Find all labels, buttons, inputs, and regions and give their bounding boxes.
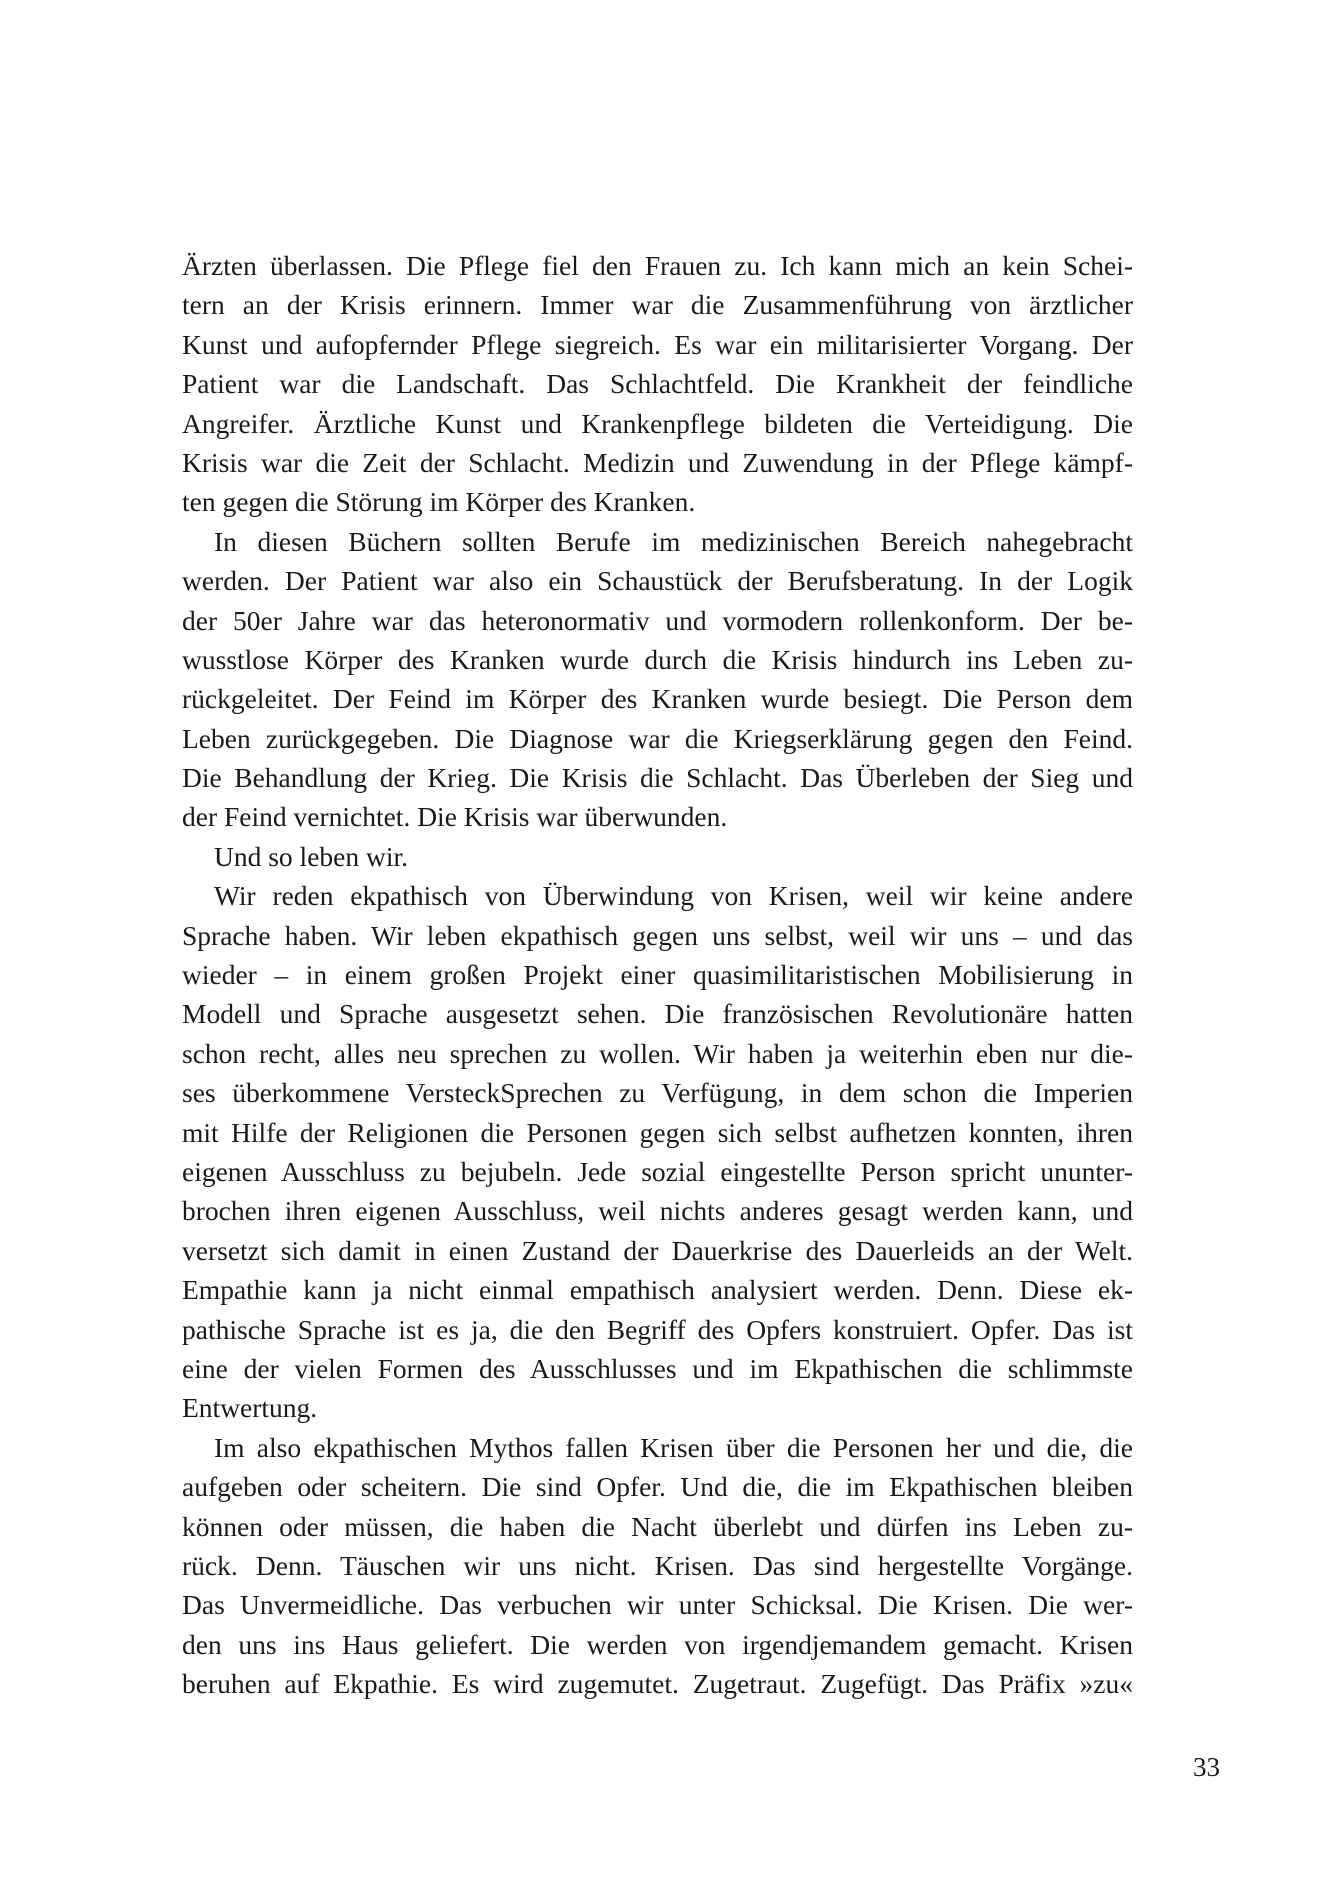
text-line: Das Unvermeidliche. Das verbuchen wir unter Schicksal. Die Krisen. Die wer-: [182, 1589, 1133, 1621]
text-line: Ärzten überlassen. Die Pflege fiel den Frauen zu. Ich kann mich an kein Schei-: [182, 250, 1133, 281]
text-line: Krisis war die Zeit der Schlacht. Medizin und Zuwendung in der Pflege kämpf-: [182, 446, 1133, 478]
text-line: werden. Der Patient war also ein Schaustück der Berufsberatung. In der Logik: [182, 565, 1133, 597]
text-line: Angreifer. Ärztliche Kunst und Krankenpflege bildeten die Verteidigung. Die: [182, 407, 1133, 439]
text-line: mit Hilfe der Religionen die Personen gegen sich selbst aufhetzen konnten, ihren: [182, 1116, 1133, 1148]
text-line: Leben zurückgegeben. Die Diagnose war die Kriegserklärung gegen den Feind.: [182, 722, 1133, 754]
text-line: ten gegen die Störung im Körper des Kranken.: [182, 486, 696, 518]
text-line: können oder müssen, die haben die Nacht überlebt und dürfen ins Leben zu-: [182, 1510, 1133, 1542]
text-line: Im also ekpathischen Mythos fallen Krisen über die Personen her und die, die: [214, 1431, 1133, 1463]
text-line: den uns ins Haus geliefert. Die werden von irgendjemandem gemacht. Krisen: [182, 1628, 1133, 1660]
text-line: Modell und Sprache ausgesetzt sehen. Die französischen Revolutionäre hatten: [182, 998, 1133, 1030]
text-line: tern an der Krisis erinnern. Immer war die Zusammenführung von ärztlicher: [182, 289, 1133, 321]
text-line: Sprache haben. Wir leben ekpathisch gegen uns selbst, weil wir uns – und das: [182, 919, 1133, 951]
paragraph: [182, 522, 1133, 837]
text-line: Empathie kann ja nicht einmal empathisch analysiert werden. Denn. Diese ek-: [182, 1274, 1133, 1306]
text-line: wieder – in einem großen Projekt einer quasimilitaristischen Mobilisierung in: [182, 959, 1133, 991]
paragraph: [182, 1428, 1133, 1704]
text-line: pathische Sprache ist es ja, die den Begriff des Opfers konstruiert. Opfer. Das ist: [182, 1313, 1133, 1345]
text-line: brochen ihren eigenen Ausschluss, weil nichts anderes gesagt werden kann, und: [182, 1195, 1133, 1227]
text-line: aufgeben oder scheitern. Die sind Opfer. Und die, die im Ekpathischen bleiben: [182, 1471, 1133, 1503]
text-line: Kunst und aufopfernder Pflege siegreich. Es war ein militarisierter Vorgang. Der: [182, 328, 1133, 360]
text-line: versetzt sich damit in einen Zustand der Dauerkrise des Dauerleids an der Welt.: [182, 1234, 1133, 1266]
page-number: 33: [1193, 1752, 1220, 1782]
text-line: der 50er Jahre war das heteronormativ und vormodern rollenkonform. Der be-: [182, 604, 1133, 636]
text-line: eigenen Ausschluss zu bejubeln. Jede sozial eingestellte Person spricht ununter-: [182, 1155, 1133, 1187]
paragraph: [182, 837, 1133, 876]
text-line: beruhen auf Ekpathie. Es wird zugemutet. Zugetraut. Zugefügt. Das Präfix »zu«: [182, 1668, 1133, 1700]
paragraph: [182, 246, 1133, 522]
text-line: der Feind vernichtet. Die Krisis war überwunden.: [182, 801, 728, 833]
text-line: Wir reden ekpathisch von Überwindung von Krisen, weil wir keine andere: [214, 880, 1133, 912]
text-line: Und so leben wir.: [214, 840, 409, 872]
paragraph: [182, 876, 1133, 1427]
text-line: Die Behandlung der Krieg. Die Krisis die Schlacht. Das Überleben der Sieg und: [182, 762, 1133, 794]
text-line: Entwertung.: [182, 1392, 318, 1424]
text-line: rückgeleitet. Der Feind im Körper des Kranken wurde besiegt. Die Person dem: [182, 683, 1133, 715]
text-line: wusstlose Körper des Kranken wurde durch die Krisis hindurch ins Leben zu-: [182, 643, 1133, 675]
text-line: Patient war die Landschaft. Das Schlachtfeld. Die Krankheit der feindliche: [182, 368, 1133, 400]
text-line: schon recht, alles neu sprechen zu wollen. Wir haben ja weiterhin eben nur die-: [182, 1037, 1133, 1069]
text-line: rück. Denn. Täuschen wir uns nicht. Krisen. Das sind hergestellte Vorgänge.: [182, 1549, 1133, 1581]
body-text: [182, 246, 1133, 1703]
text-line: ses überkommene VersteckSprechen zu Verfügung, in dem schon die Imperien: [182, 1077, 1133, 1109]
text-line: In diesen Büchern sollten Berufe im medizinischen Bereich nahegebracht: [214, 525, 1133, 557]
text-line: eine der vielen Formen des Ausschlusses und im Ekpathischen die schlimmste: [182, 1352, 1133, 1384]
